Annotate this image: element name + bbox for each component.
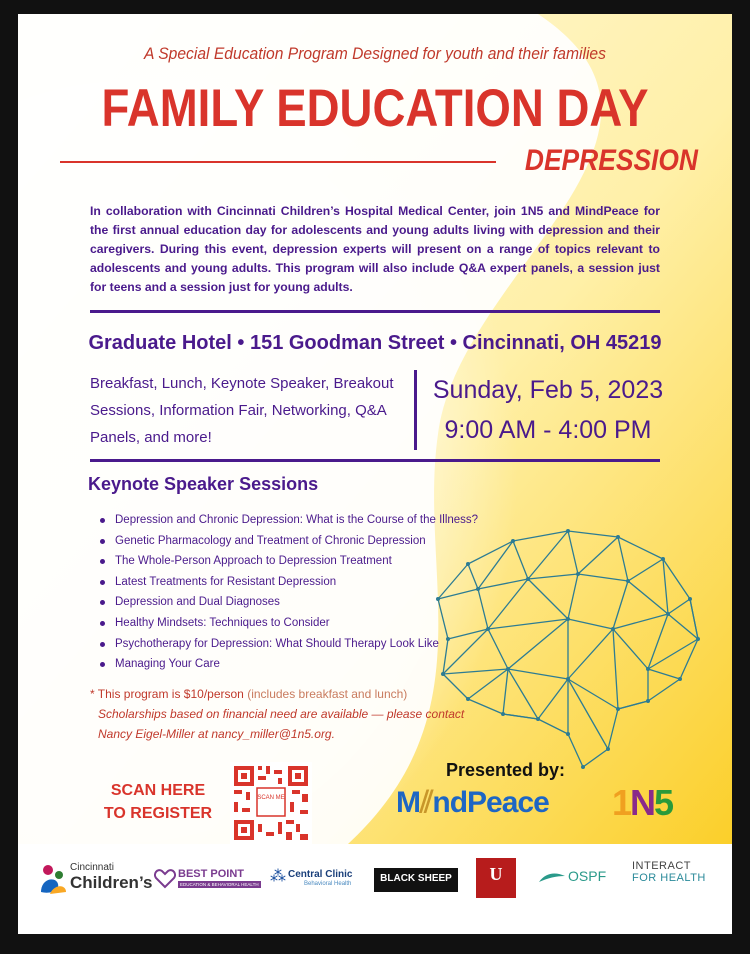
list-item: Depression and Dual Diagnoses	[100, 592, 490, 613]
list-item: Managing Your Care	[100, 654, 490, 675]
list-item: Healthy Mindsets: Techniques to Consider	[100, 613, 490, 634]
divider-top	[90, 310, 660, 313]
bullet-icon	[100, 600, 105, 605]
amenities: Breakfast, Lunch, Keynote Speaker, Breakout Sessions, Information Fair, Networking, Q&A Panels, and more!	[90, 375, 394, 446]
bullet-icon	[100, 662, 105, 667]
bullet-icon	[100, 580, 105, 585]
page-title: FAMILY EDUCATION DAY	[101, 79, 649, 138]
vertical-divider	[414, 370, 417, 450]
divider-bottom	[90, 459, 660, 462]
ladder-icon: ⫽	[420, 786, 433, 819]
list-item: Depression and Chronic Depression: What is the Course of the Illness?	[100, 510, 490, 531]
title-divider	[60, 161, 496, 163]
scan-line-2: TO REGISTER	[103, 805, 213, 822]
interact-for-health-logo: INTERACT FOR HEALTH	[632, 860, 706, 884]
bullet-icon	[100, 642, 105, 647]
tagline: A Special Education Program Designed for youth and their families	[144, 44, 606, 63]
subtitle: DEPRESSION	[524, 144, 698, 177]
mindpeace-logo: M⫽ndPeace	[396, 786, 549, 819]
flyer	[18, 14, 732, 934]
event-date: Sunday, Feb 5, 2023	[432, 376, 664, 404]
event-datetime	[423, 370, 673, 450]
scan-to-register	[88, 779, 228, 825]
price-main: * This program is $10/person	[90, 687, 244, 701]
heart-house-icon	[154, 867, 176, 889]
black-sheep-logo: BLACK SHEEP	[374, 868, 458, 892]
qr-label: SCAN ME	[257, 795, 285, 801]
uc-logo: U	[476, 858, 516, 898]
sessions-title: Keynote Speaker Sessions	[88, 474, 319, 494]
ospf-swoosh-icon	[538, 868, 566, 888]
sparkle-icon: ⁂	[270, 868, 286, 885]
event-time: 9:00 AM - 4:00 PM	[444, 416, 652, 444]
scan-line-1: SCAN HERE	[110, 782, 206, 799]
list-item: Genetic Pharmacology and Treatment of Chronic Depression	[100, 531, 490, 552]
venue: Graduate Hotel • 151 Goodman Street • Cincinnati, OH 45219	[88, 332, 662, 354]
bullet-icon	[100, 539, 105, 544]
price-note: (includes breakfast and lunch)	[247, 687, 408, 701]
presented-by: Presented by:	[446, 760, 566, 780]
list-item: Latest Treatments for Resistant Depression	[100, 572, 490, 593]
bullet-icon	[100, 559, 105, 564]
list-item: The Whole-Person Approach to Depression Treatment	[100, 551, 490, 572]
1n5-logo: 1N5	[612, 782, 673, 823]
intro-paragraph: In collaboration with Cincinnati Children’s Hospital Medical Center, join 1N5 and MindPeace for the first annual education day for adolescents and young adults living with depression and their caregivers. During this event, depression experts will present on a range of topics relevant to adolescents and young adults. This program will also include Q&A expert panels, a session just for teens and a session just for young adults.	[90, 204, 660, 294]
bullet-icon	[100, 621, 105, 626]
pricing	[90, 684, 510, 744]
scholarship-line-1: Scholarships based on financial need are available — please contact	[98, 707, 465, 721]
scholarship-line-2: Nancy Eigel-Miller at nancy_miller@1n5.org.	[98, 727, 335, 741]
list-item: Psychotherapy for Depression: What Should Therapy Look Like	[100, 634, 490, 655]
sponsor-logos: Cincinnati Children’s BEST POINT EDUCATION & BEHAVIORAL HEALTH ⁂ Central Clinic Behavioral Health BLACK SHEEP U OSPF INTERACT FOR HEALTH	[18, 854, 732, 914]
bullet-icon	[100, 518, 105, 523]
qr-code-icon[interactable]	[230, 762, 312, 844]
best-point-logo: BEST POINT EDUCATION & BEHAVIORAL HEALTH	[154, 866, 262, 892]
childrens-figure-icon	[38, 862, 68, 896]
